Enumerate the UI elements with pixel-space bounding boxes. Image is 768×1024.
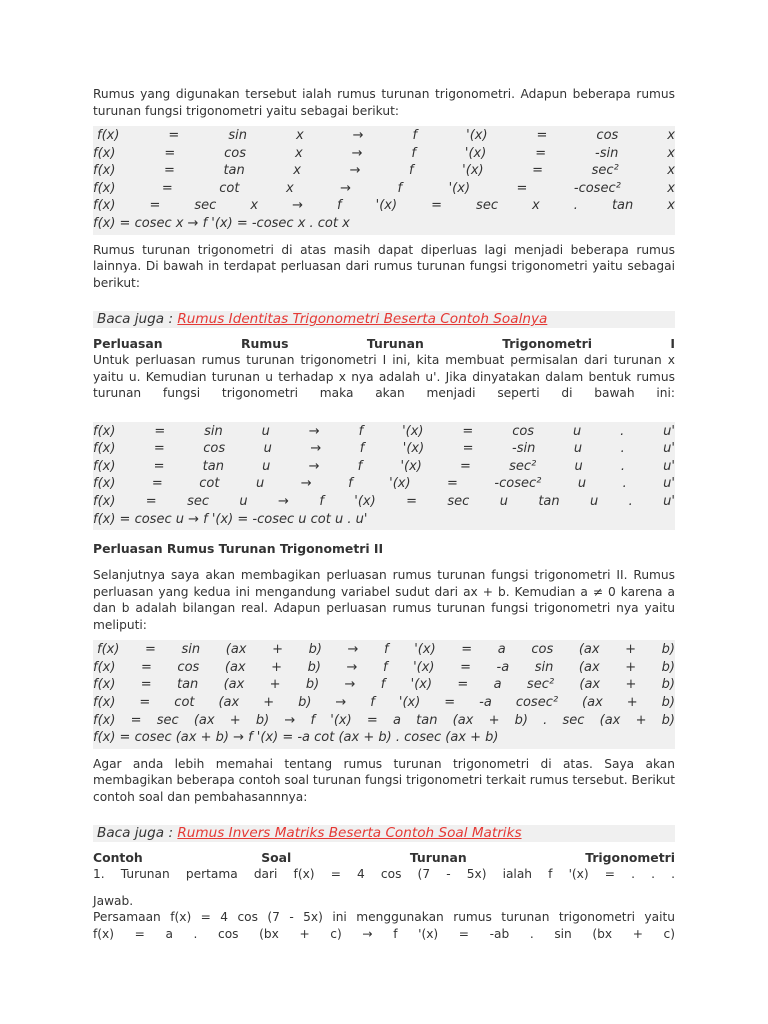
baca-juga-label: Baca juga : — [97, 311, 178, 328]
baca-juga-link-identitas[interactable]: Rumus Identitas Trigonometri Beserta Contoh Soalnya — [177, 311, 548, 328]
formula-line: f(x) = sin u → f '(x) = cos u . u' — [93, 423, 675, 439]
formula-box-basic — [93, 126, 675, 235]
section-heading: Perluasan Rumus Turunan Trigonometri I — [93, 336, 675, 352]
baca-juga-box — [93, 825, 675, 842]
formula-line: f(x) = sin (ax + b) → f '(x) = a cos (ax + b) — [97, 642, 675, 658]
formula-line: f(x) = tan u → f '(x) = sec² u . u' — [93, 458, 675, 474]
section-heading: Contoh Soal Turunan Trigonometri — [93, 850, 675, 866]
formula-line: f(x) = cos u → f '(x) = -sin u . u' — [93, 441, 675, 457]
agar-paragraph: Agar anda lebih memahai tentang rumus turunan trigonometri di atas. Saya akan membagikan beberapa contoh soal turunan fungsi trigonometri terkait rumus tersebut. Berikut contoh soal dan pembahasannnya: — [93, 756, 675, 804]
intro-paragraph: Rumus yang digunakan tersebut ialah rumus turunan trigonometri. Adapun beberapa rumus turunan fungsi trigonometri yaitu sebagai berikut: — [93, 87, 675, 118]
persamaan-text: Persamaan f(x) = 4 cos (7 - 5x) ini menggunakan rumus turunan trigonometri yaitu — [93, 910, 675, 925]
formula-line: f(x) = tan x → f '(x) = sec² x — [93, 163, 675, 179]
article-body — [93, 86, 675, 942]
formula-line: f(x) = sec u → f '(x) = sec u tan u . u' — [93, 493, 675, 509]
baca-juga-label: Baca juga : — [97, 825, 178, 842]
formula-line: f(x) = sin x → f '(x) = cos x — [97, 128, 675, 143]
formula-line: f(x) = cos x → f '(x) = -sin x — [93, 145, 675, 161]
formula-box-u — [93, 422, 675, 531]
formula-line: f(x) = cos (ax + b) → f '(x) = -a sin (ax + b) — [93, 659, 675, 675]
jawab-label: Jawab. — [93, 893, 134, 908]
perluasan-2-paragraph: Selanjutnya saya akan membagikan perluasan rumus turunan fungsi trigonometri II. Rumus perluasan yang kedua ini mengandung variabel sudut dari ax + b. Kemudian a ≠ 0 karena a dan b adalah bilangan real. Adapun perluasan rumus turunan fungsi trigonometri nya yaitu meliputi: — [93, 568, 675, 632]
baca-juga-link-invers[interactable]: Rumus Invers Matriks Beserta Contoh Soal Matriks — [177, 825, 522, 842]
formula-line: f(x) = sec x → f '(x) = sec x . tan x — [93, 198, 675, 214]
formula-line: f(x) = cot (ax + b) → f '(x) = -a cosec² (ax + b) — [93, 694, 675, 710]
formula-line: f(x) = tan (ax + b) → f '(x) = a sec² (ax + b) — [93, 677, 675, 693]
formula-line: f(x) = cosec u → f '(x) = -cosec u cot u . u' — [93, 511, 368, 527]
formula-line: f(x) = cosec x → f '(x) = -cosec x . cot x — [93, 215, 350, 231]
formula-line: f(x) = cot x → f '(x) = -cosec² x — [93, 180, 675, 196]
formula-line: f(x) = cot u → f '(x) = -cosec² u . u' — [93, 476, 675, 492]
section-heading: Perluasan Rumus Turunan Trigonometri II — [93, 541, 384, 557]
soal-1: 1. Turunan pertama dari f(x) = 4 cos (7 - 5x) ialah f '(x) = . . . — [93, 867, 675, 882]
baca-juga-box — [93, 311, 675, 328]
perluasan-1-paragraph: Untuk perluasan rumus turunan trigonometri I ini, kita membuat permisalan dari turunan x yaitu u. Kemudian turunan u terhadap x nya adalah u'. Jika dinyatakan dalam bentuk rumus turunan fungsi trigonometri maka akan menjadi seperti di bawah ini: — [93, 353, 675, 401]
formula-line: f(x) = cosec (ax + b) → f '(x) = -a cot (ax + b) . cosec (ax + b) — [93, 730, 499, 746]
rumus-line: f(x) = a . cos (bx + c) → f '(x) = -ab . sin (bx + c) — [93, 926, 675, 941]
extend-paragraph: Rumus turunan trigonometri di atas masih dapat diperluas lagi menjadi beberapa rumus lainnya. Di bawah in terdapat perluasan dari rumus turunan fungsi trigonometri yaitu sebagai berikut: — [93, 242, 675, 290]
formula-line: f(x) = sec (ax + b) → f '(x) = a tan (ax + b) . sec (ax + b) — [93, 712, 675, 728]
formula-box-ax — [93, 640, 675, 749]
